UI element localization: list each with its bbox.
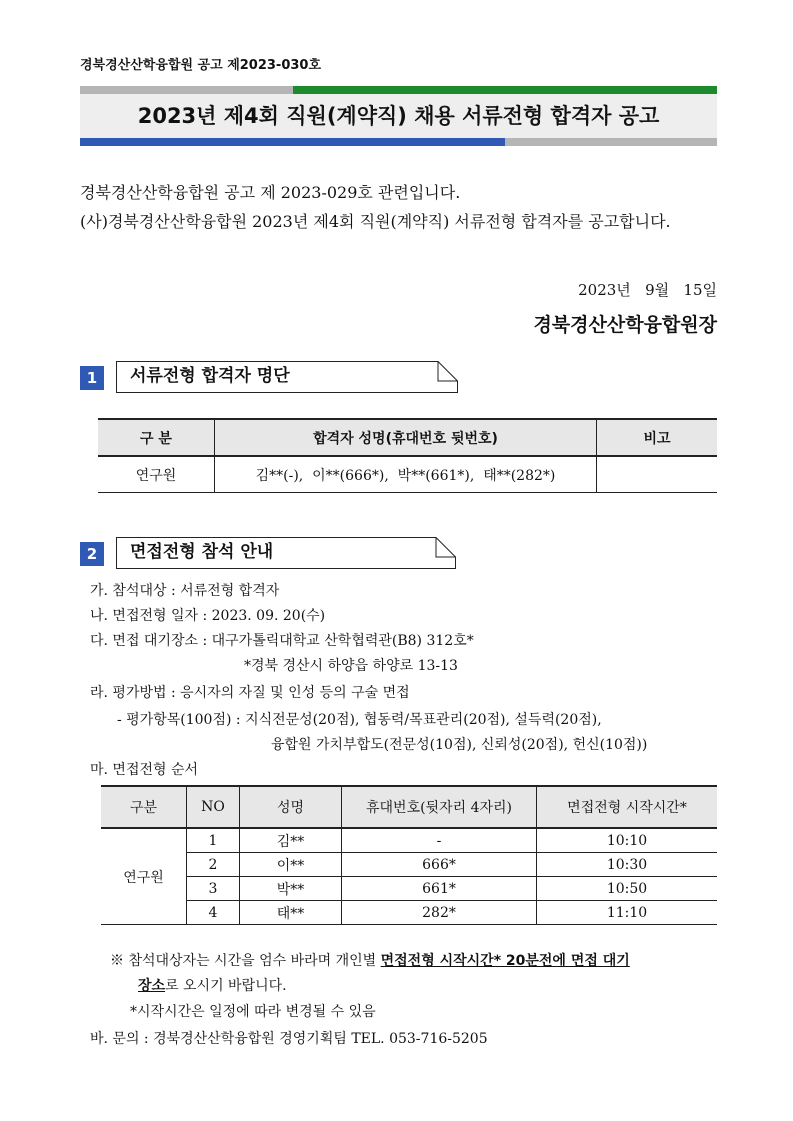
notice-date: 2023년 9월 15일 <box>578 281 717 299</box>
table-cell: 김**(-), 이**(666*), 박**(661*), 태**(282*) <box>215 456 597 493</box>
time-change-note: *시작시간은 일정에 따라 변경될 수 있음 <box>130 1004 376 1020</box>
contact-info: 바. 문의 : 경북경산산학융합원 경영기획팀 TEL. 053-716-5205 <box>90 1031 488 1047</box>
passer-table <box>98 418 717 493</box>
table-cell: 박** <box>240 877 342 901</box>
table-cell: 1 <box>187 828 240 853</box>
item-criteria-2: 융합원 가치부합도(전문성(10점), 신뢰성(20점), 헌신(10점)) <box>271 737 648 753</box>
header-cell: 면접전형 시작시간* <box>537 786 718 828</box>
header-cell: 비고 <box>597 419 718 456</box>
table-cell: 3 <box>187 877 240 901</box>
title-bar-bottom-blue <box>80 138 505 146</box>
table-header-row <box>101 786 717 828</box>
header-cell: 성명 <box>240 786 342 828</box>
table-cell: 282* <box>342 901 537 925</box>
table-cell: 666* <box>342 853 537 877</box>
title-bar-top-green <box>293 86 717 94</box>
intro-line-2: (사)경북경산산학융합원 2023년 제4회 직원(계약직) 서류전형 합격자를 공고합니다. <box>80 212 671 231</box>
group-cell: 연구원 <box>101 828 187 925</box>
table-cell: 10:50 <box>537 877 718 901</box>
attendance-note <box>110 950 720 970</box>
table-cell: 연구원 <box>98 456 215 493</box>
header-cell: NO <box>187 786 240 828</box>
table-cell: 10:30 <box>537 853 718 877</box>
section-2-number: 2 <box>80 542 104 566</box>
item-place: 다. 면접 대기장소 : 대구가톨릭대학교 산학협력관(B8) 312호* <box>90 633 474 649</box>
table-cell: 4 <box>187 901 240 925</box>
table-cell: 2 <box>187 853 240 877</box>
item-method: 라. 평가방법 : 응시자의 자질 및 인성 등의 구술 면접 <box>90 685 410 701</box>
note-text: 참석대상자는 시간을 엄수 바라며 개인별 <box>128 953 377 969</box>
table-cell: 661* <box>342 877 537 901</box>
title-bar-top-gray <box>80 86 293 94</box>
item-date: 나. 면접전형 일자 : 2023. 09. 20(수) <box>90 608 326 624</box>
item-order: 마. 면접전형 순서 <box>90 762 199 778</box>
table-row <box>98 456 717 493</box>
note-text-end: 로 오시기 바랍니다. <box>165 978 287 994</box>
signer: 경북경산산학융합원장 <box>533 314 717 336</box>
table-row <box>101 853 717 877</box>
table-header-row <box>98 419 717 456</box>
note-emphasis-place: 장소 <box>138 978 166 994</box>
section-1-number: 1 <box>80 366 104 390</box>
section-2-heading <box>116 537 456 569</box>
section-1-title: 서류전형 합격자 명단 <box>130 366 290 386</box>
table-cell: - <box>342 828 537 853</box>
page-title: 2023년 제4회 직원(계약직) 채용 서류전형 합격자 공고 <box>137 104 660 128</box>
intro-line-1: 경북경산산학융합원 공고 제 2023-029호 관련입니다. <box>80 183 461 202</box>
header-cell: 휴대번호(뒷자리 4자리) <box>342 786 537 828</box>
section-2-title: 면접전형 참석 안내 <box>130 542 274 562</box>
table-row <box>101 828 717 853</box>
notice-number: 경북경산산학융합원 공고 제2023-030호 <box>80 58 322 73</box>
header-cell: 합격자 성명(휴대번호 뒷번호) <box>215 419 597 456</box>
reference-mark: ※ <box>110 953 124 969</box>
table-row <box>101 877 717 901</box>
table-row <box>101 901 717 925</box>
table-cell <box>597 456 718 493</box>
table-cell: 11:10 <box>537 901 718 925</box>
interview-schedule-table <box>101 785 717 925</box>
header-cell: 구 분 <box>98 419 215 456</box>
table-cell: 이** <box>240 853 342 877</box>
table-cell: 10:10 <box>537 828 718 853</box>
header-cell: 구분 <box>101 786 187 828</box>
item-place-address: *경북 경산시 하양읍 하양로 13-13 <box>244 658 458 674</box>
note-emphasis: 면접전형 시작시간* 20분전에 면접 대기 <box>380 953 630 969</box>
table-cell: 태** <box>240 901 342 925</box>
title-bar-bottom-gray <box>505 138 717 146</box>
attendance-note-2 <box>138 975 287 995</box>
item-target: 가. 참석대상 : 서류전형 합격자 <box>90 583 280 599</box>
section-1-heading <box>116 361 458 393</box>
item-criteria-1: - 평가항목(100점) : 지식전문성(20점), 협동력/목표관리(20점), 설득력(20점), <box>117 712 602 728</box>
table-cell: 김** <box>240 828 342 853</box>
